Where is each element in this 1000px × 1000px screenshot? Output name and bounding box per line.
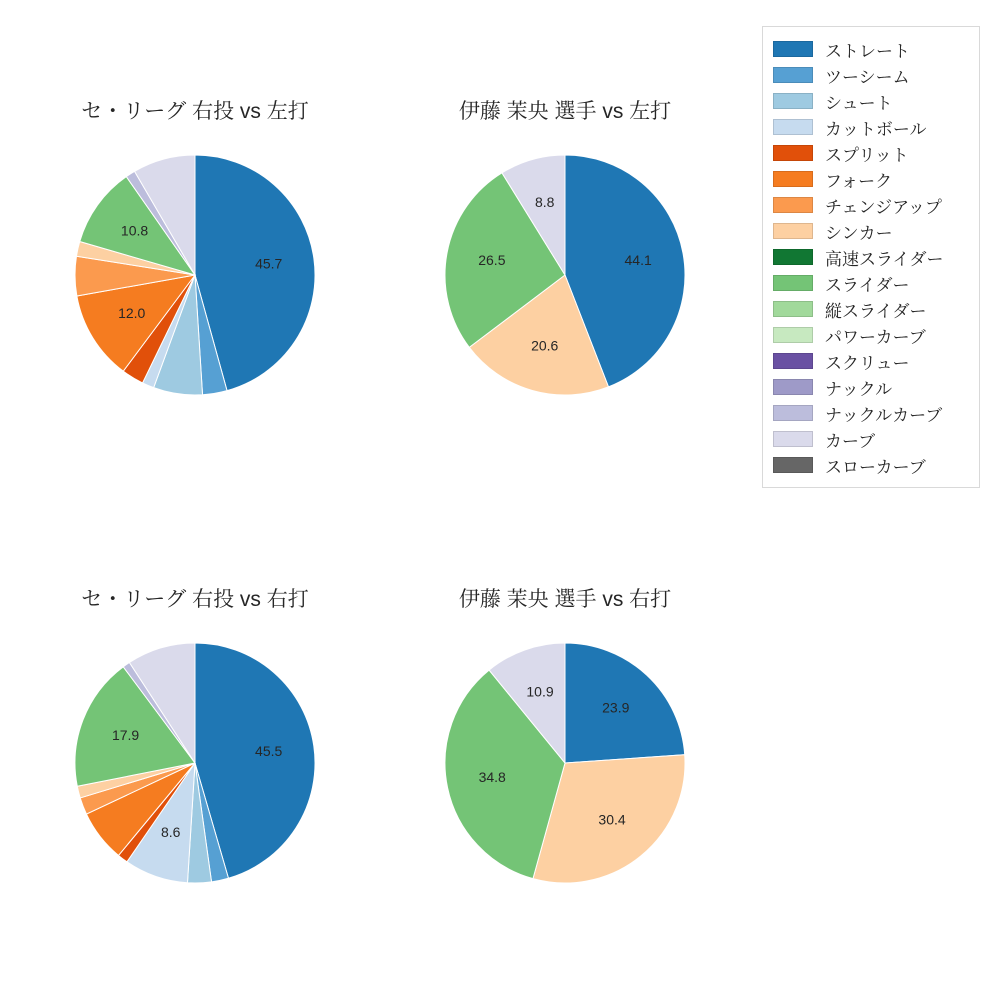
legend-swatch xyxy=(773,379,813,395)
legend-item xyxy=(773,218,971,244)
legend-label: シュート xyxy=(825,93,893,113)
legend-item xyxy=(773,270,971,296)
legend-swatch xyxy=(773,405,813,421)
pie-chart-3 xyxy=(415,613,715,913)
pie-slice-label: 8.6 xyxy=(160,824,181,841)
legend-swatch xyxy=(773,197,813,213)
legend-swatch xyxy=(773,119,813,135)
pie-slice-label: 26.5 xyxy=(478,251,506,268)
legend-label: パワーカーブ xyxy=(825,327,926,347)
legend-item xyxy=(773,166,971,192)
legend-item xyxy=(773,114,971,140)
legend-item xyxy=(773,88,971,114)
legend-item xyxy=(773,374,971,400)
legend-item xyxy=(773,296,971,322)
legend-label: ナックルカーブ xyxy=(825,405,943,425)
legend-label: フォーク xyxy=(825,171,893,191)
pie-slice-label: 44.1 xyxy=(624,251,652,268)
legend-item xyxy=(773,62,971,88)
pie-slice-label: 10.8 xyxy=(120,222,149,239)
legend-item xyxy=(773,452,971,478)
pie-slice-label: 45.5 xyxy=(255,743,283,760)
legend-label: カーブ xyxy=(825,431,876,451)
legend-swatch xyxy=(773,223,813,239)
legend-swatch xyxy=(773,301,813,317)
legend-swatch xyxy=(773,275,813,291)
pie-panel-3 xyxy=(400,583,730,913)
pie-chart-0 xyxy=(45,125,345,425)
chart-title: セ・リーグ 右投 vs 左打 xyxy=(81,100,309,123)
legend-label: 高速スライダー xyxy=(825,249,944,269)
legend-swatch xyxy=(773,249,813,265)
legend-label: スクリュー xyxy=(825,353,910,373)
legend-swatch xyxy=(773,457,813,473)
legend-item xyxy=(773,140,971,166)
pie-svg xyxy=(45,125,345,425)
pie-chart-1 xyxy=(415,125,715,425)
pie-slice-label: 12.0 xyxy=(118,304,146,321)
pie-slice-label: 34.8 xyxy=(478,769,506,786)
pie-chart-2 xyxy=(45,613,345,913)
legend-item xyxy=(773,322,971,348)
legend-label: スローカーブ xyxy=(825,457,926,477)
legend-label: チェンジアップ xyxy=(825,197,942,217)
legend-label: ストレート xyxy=(825,41,910,61)
legend-swatch xyxy=(773,41,813,57)
chart-title: セ・リーグ 右投 vs 右打 xyxy=(81,588,309,611)
legend-label: ナックル xyxy=(825,379,893,399)
legend-swatch xyxy=(773,67,813,83)
legend-label: スライダー xyxy=(825,275,910,295)
pie-svg xyxy=(415,613,715,913)
legend-label: 縦スライダー xyxy=(825,301,927,321)
legend-swatch xyxy=(773,353,813,369)
pie-slice-label: 17.9 xyxy=(111,726,140,743)
legend-swatch xyxy=(773,431,813,447)
legend-label: カットボール xyxy=(825,119,927,139)
legend-swatch xyxy=(773,145,813,161)
legend-label: ツーシーム xyxy=(825,67,910,87)
pie-slice-label: 45.7 xyxy=(255,255,283,272)
pie-slice-label: 20.6 xyxy=(531,337,559,354)
legend-item xyxy=(773,36,971,62)
legend-label: シンカー xyxy=(825,223,893,243)
pie-panel-1 xyxy=(400,95,730,425)
pie-svg xyxy=(45,613,345,913)
legend xyxy=(762,26,980,488)
pie-slice-label: 23.9 xyxy=(602,699,630,716)
legend-swatch xyxy=(773,171,813,187)
pie-panel-0 xyxy=(30,95,360,425)
pie-slice-label: 10.9 xyxy=(526,683,554,700)
legend-item xyxy=(773,348,971,374)
pie-panel-2 xyxy=(30,583,360,913)
legend-label: スプリット xyxy=(825,145,909,165)
chart-title: 伊藤 茉央 選手 vs 右打 xyxy=(458,588,672,611)
pie-slice-label: 8.8 xyxy=(534,194,555,211)
pie-slice-label: 30.4 xyxy=(598,811,626,828)
legend-item xyxy=(773,426,971,452)
legend-item xyxy=(773,400,971,426)
legend-item xyxy=(773,192,971,218)
legend-item xyxy=(773,244,971,270)
pie-svg xyxy=(415,125,715,425)
legend-swatch xyxy=(773,93,813,109)
chart-title: 伊藤 茉央 選手 vs 左打 xyxy=(458,100,672,123)
legend-swatch xyxy=(773,327,813,343)
